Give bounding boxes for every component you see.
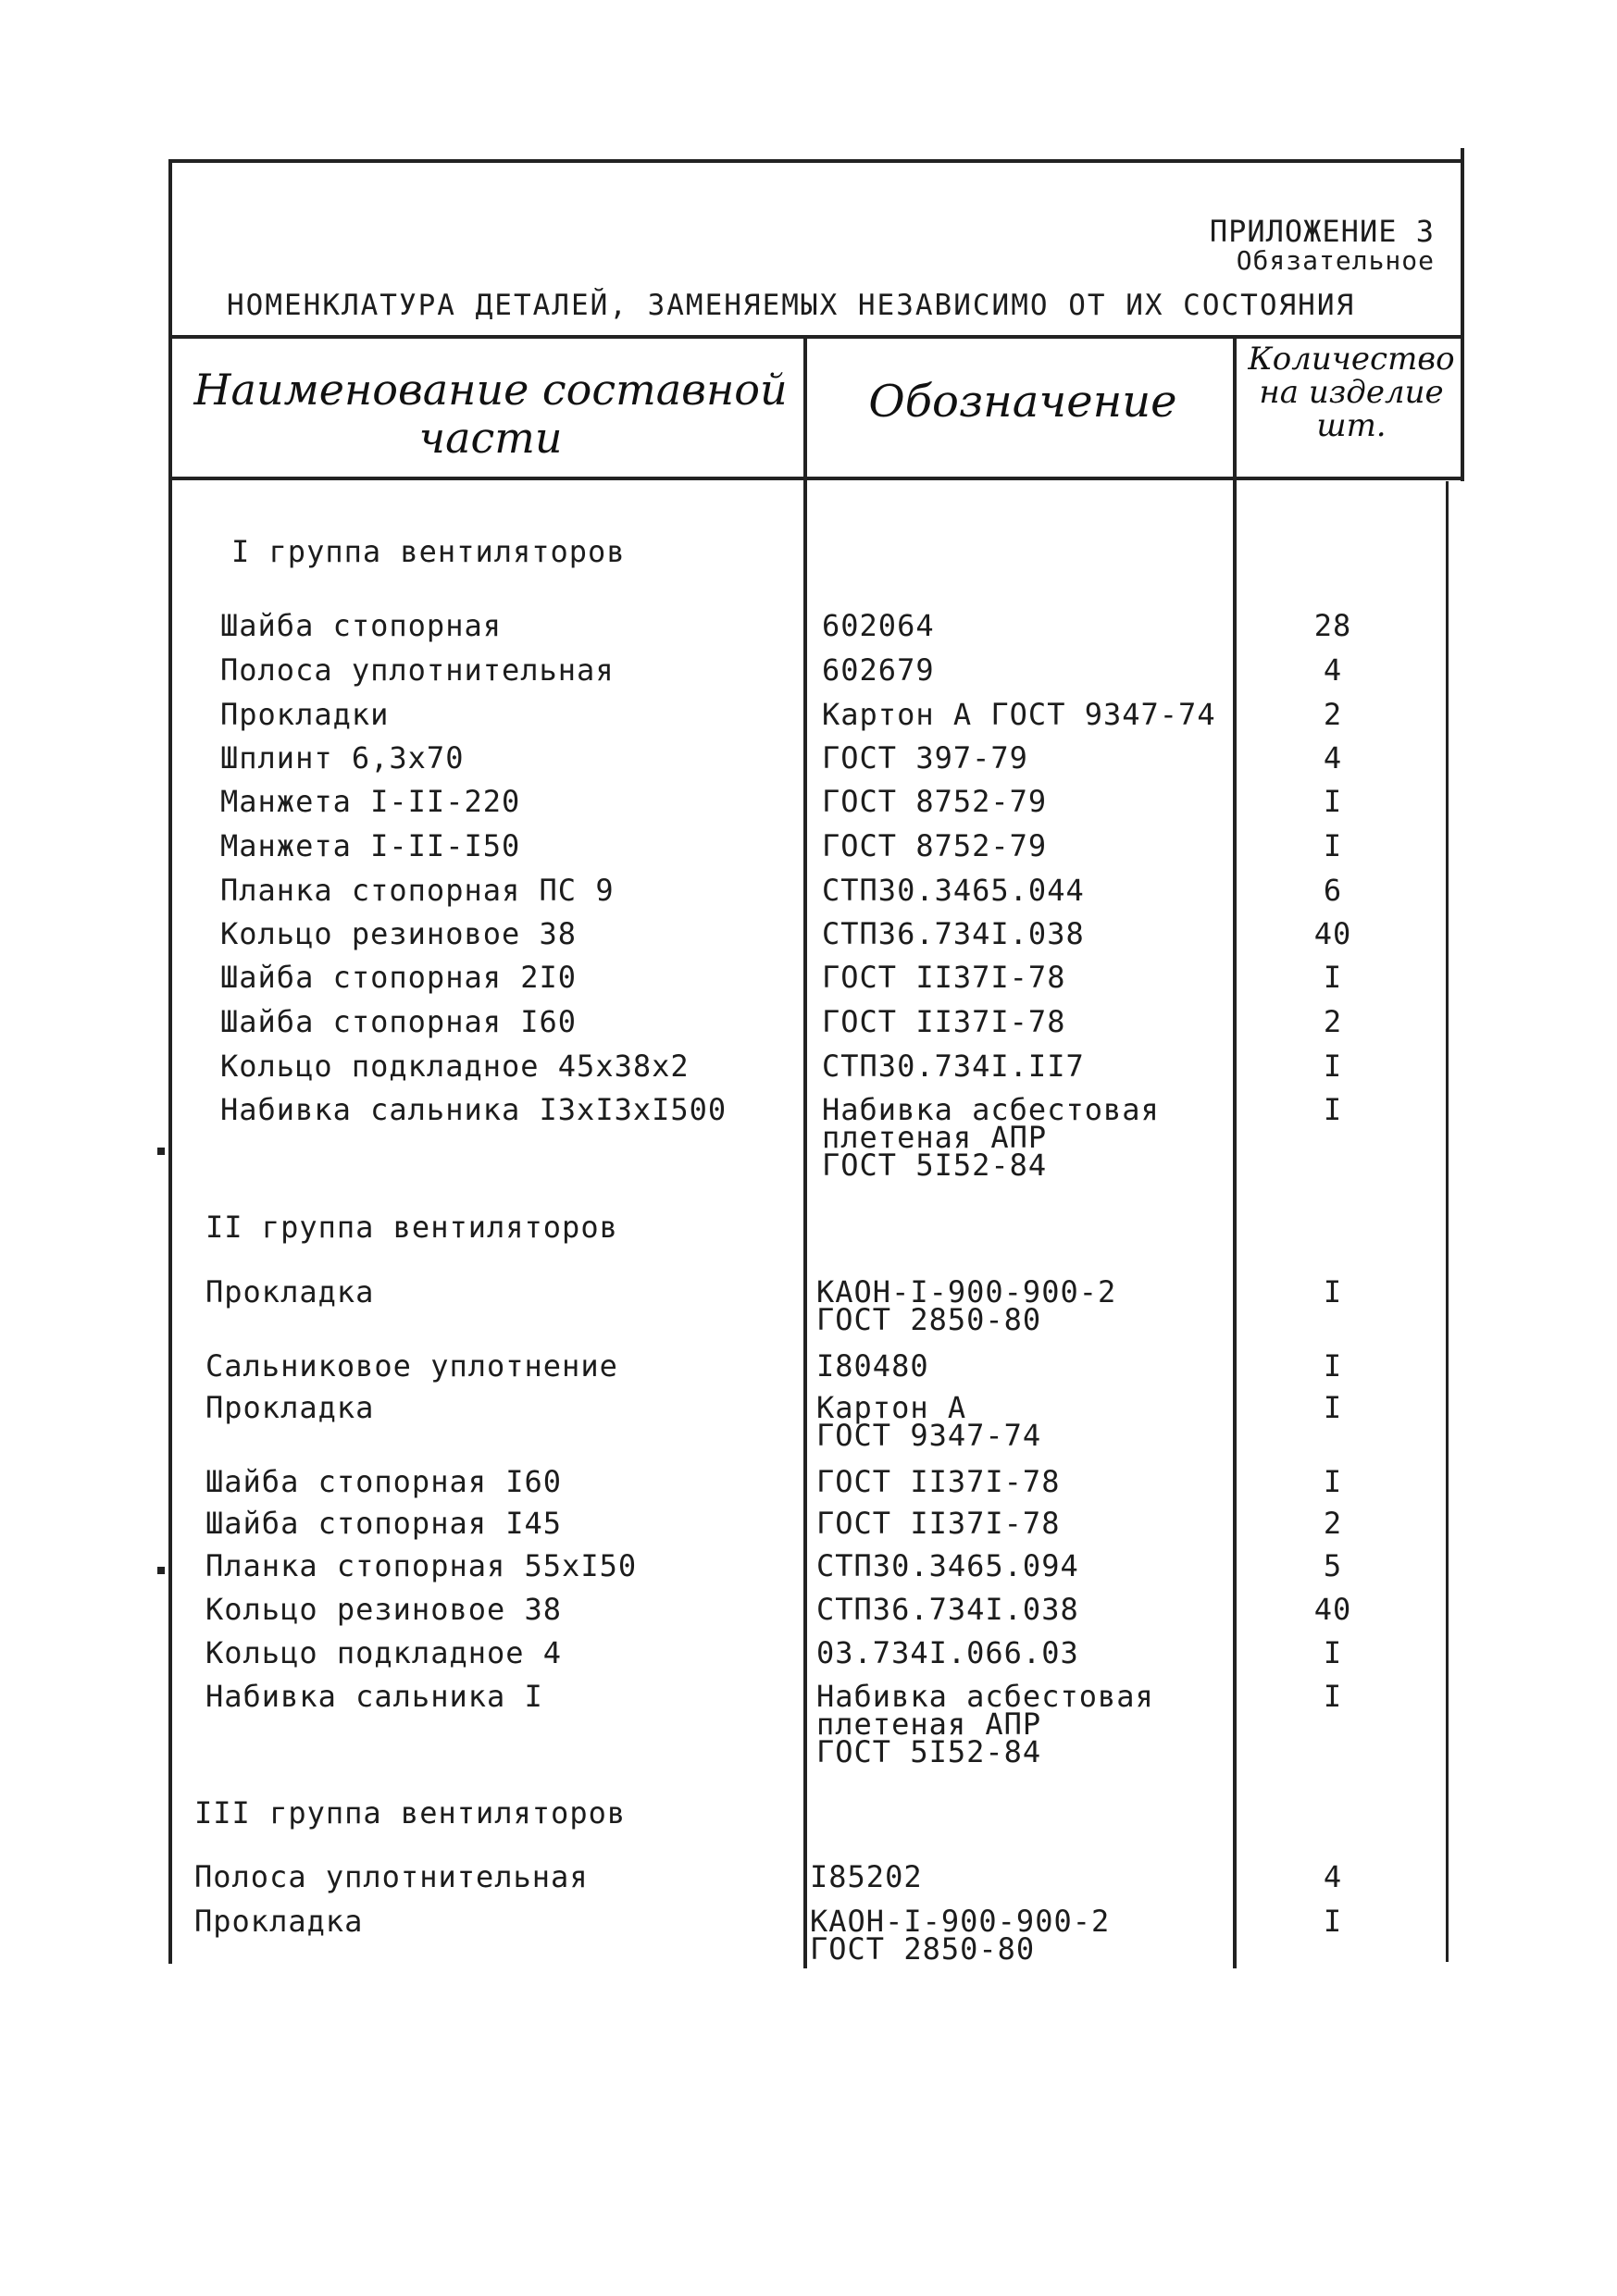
document-title: НОМЕНКЛАТУРА ДЕТАЛЕЙ, ЗАМЕНЯЕМЫХ НЕЗАВИСИМО ОТ ИХ СОСТОЯНИЯ <box>227 289 1356 322</box>
designation: ГОСТ 2850-80 <box>810 1931 1036 1967</box>
quantity: I <box>1323 1904 1343 1939</box>
designation: I85202 <box>810 1859 923 1894</box>
part-name: Шайба стопорная <box>220 608 502 643</box>
quantity: I <box>1323 960 1343 995</box>
table-row <box>0 1464 1617 1504</box>
part-name: Шайба стопорная 2I0 <box>220 960 578 995</box>
quantity: I <box>1323 828 1343 863</box>
designation: КАОН-I-900-900-2 <box>810 1904 1111 1939</box>
quantity: I <box>1323 1049 1343 1084</box>
designation: ГОСТ 5I52-84 <box>822 1148 1048 1183</box>
header-top-line <box>168 335 1464 339</box>
group-title: III группа вентиляторов <box>194 1795 627 1831</box>
quantity: 40 <box>1313 916 1352 951</box>
designation: ГОСТ 397-79 <box>822 740 1028 776</box>
designation: ГОСТ 5I52-84 <box>816 1734 1042 1769</box>
table-row <box>0 828 1617 868</box>
designation: Набивка асбестовая <box>816 1679 1154 1714</box>
table-row <box>0 916 1617 956</box>
designation: I80480 <box>816 1348 929 1384</box>
table-row <box>0 1348 1617 1388</box>
designation: 602679 <box>822 652 935 688</box>
column-header-designation: Обозначение <box>868 376 1177 428</box>
designation: СТП30.734I.II7 <box>822 1049 1085 1084</box>
designation: ГОСТ II37I-78 <box>816 1506 1061 1541</box>
column-header-quantity: Количество на изделие шт. <box>1248 341 1455 444</box>
appendix-label <box>1194 215 1435 274</box>
designation: Картон А <box>816 1390 967 1425</box>
group-title: II группа вентиляторов <box>205 1210 618 1245</box>
header-bottom-line <box>168 477 1464 480</box>
part-name: Шайба стопорная I60 <box>205 1464 563 1499</box>
table-row <box>0 1390 1617 1453</box>
quantity: 4 <box>1323 652 1343 688</box>
designation: ГОСТ II37I-78 <box>816 1464 1061 1499</box>
quantity: 6 <box>1323 873 1343 908</box>
designation: КАОН-I-900-900-2 <box>816 1274 1117 1309</box>
appendix-subtitle: Обязательное <box>1236 245 1435 276</box>
table-row <box>0 608 1617 648</box>
table-row <box>0 1508 1617 1545</box>
designation: СТП36.734I.038 <box>822 916 1085 951</box>
table-row <box>0 784 1617 824</box>
designation: 03.734I.066.03 <box>816 1635 1079 1670</box>
designation: ГОСТ 2850-80 <box>816 1302 1042 1337</box>
designation: ГОСТ II37I-78 <box>822 960 1066 995</box>
quantity: I <box>1323 1390 1343 1425</box>
quantity: 28 <box>1313 608 1352 643</box>
designation: СТП30.3465.044 <box>822 873 1085 908</box>
table-row <box>0 1274 1617 1337</box>
table-row <box>0 1592 1617 1632</box>
table-row <box>0 875 1617 912</box>
table-row <box>0 1679 1617 1769</box>
quantity: 40 <box>1313 1592 1352 1627</box>
quantity: I <box>1323 1679 1343 1714</box>
part-name: Прокладка <box>194 1904 364 1939</box>
column-divider-2 <box>1233 335 1237 1968</box>
part-name: Полоса уплотнительная <box>194 1859 589 1894</box>
margin-mark <box>157 1148 165 1155</box>
part-name: Набивка сальника I <box>205 1679 543 1714</box>
quantity: I <box>1323 784 1343 819</box>
part-name: Планка стопорная 55хI50 <box>205 1548 638 1583</box>
quantity: 2 <box>1323 1506 1343 1541</box>
part-name: Кольцо подкладное 4 <box>205 1635 563 1670</box>
frame-top-line <box>168 159 1464 163</box>
part-name: Кольцо резиновое 38 <box>220 916 578 951</box>
quantity: I <box>1323 1274 1343 1309</box>
table-row <box>0 1051 1617 1088</box>
designation: Картон А ГОСТ 9347-74 <box>822 697 1216 732</box>
table-row <box>0 1859 1617 1899</box>
part-name: Набивка сальника I3хI3хI500 <box>220 1092 728 1127</box>
quantity: 4 <box>1323 1859 1343 1894</box>
column-header-name: Наименование составной части <box>193 365 788 463</box>
designation: 602064 <box>822 608 935 643</box>
table-row <box>0 697 1617 737</box>
part-name: Полоса уплотнительная <box>220 652 615 688</box>
column-divider-1 <box>803 335 807 1968</box>
designation: ГОСТ 8752-79 <box>822 828 1048 863</box>
designation: плетеная АПР <box>822 1120 1048 1155</box>
quantity: 5 <box>1323 1548 1343 1583</box>
quantity: 4 <box>1323 740 1343 776</box>
quantity: I <box>1323 1635 1343 1670</box>
table-row <box>0 1004 1617 1044</box>
part-name: Шайба стопорная I60 <box>220 1004 578 1039</box>
group-title: I группа вентиляторов <box>231 534 626 569</box>
part-name: Прокладки <box>220 697 390 732</box>
table-row <box>0 1548 1617 1588</box>
part-name: Прокладка <box>205 1390 375 1425</box>
quantity: 2 <box>1323 1004 1343 1039</box>
designation: СТП30.3465.094 <box>816 1548 1079 1583</box>
part-name: Сальниковое уплотнение <box>205 1348 618 1384</box>
designation: ГОСТ 9347-74 <box>816 1418 1042 1453</box>
part-name: Шплинт 6,3х70 <box>220 740 465 776</box>
table-row <box>0 1092 1617 1183</box>
part-name: Манжета I-II-220 <box>220 784 521 819</box>
designation: плетеная АПР <box>816 1706 1042 1742</box>
designation: ГОСТ II37I-78 <box>822 1004 1066 1039</box>
designation: ГОСТ 8752-79 <box>822 784 1048 819</box>
table-row <box>0 1904 1617 1967</box>
table-row <box>0 652 1617 692</box>
table-row <box>0 1635 1617 1675</box>
part-name: Кольцо резиновое 38 <box>205 1592 563 1627</box>
table-row <box>0 962 1617 999</box>
quantity: I <box>1323 1092 1343 1127</box>
designation: Набивка асбестовая <box>822 1092 1160 1127</box>
appendix-title: ПРИЛОЖЕНИЕ 3 <box>1209 214 1435 249</box>
part-name: Прокладка <box>205 1274 375 1309</box>
part-name: Кольцо подкладное 45х38х2 <box>220 1049 690 1084</box>
table-row <box>0 740 1617 780</box>
designation: СТП36.734I.038 <box>816 1592 1079 1627</box>
part-name: Шайба стопорная I45 <box>205 1506 563 1541</box>
part-name: Планка стопорная ПС 9 <box>220 873 615 908</box>
part-name: Манжета I-II-I50 <box>220 828 521 863</box>
quantity: I <box>1323 1348 1343 1384</box>
quantity: 2 <box>1323 697 1343 732</box>
quantity: I <box>1323 1464 1343 1499</box>
